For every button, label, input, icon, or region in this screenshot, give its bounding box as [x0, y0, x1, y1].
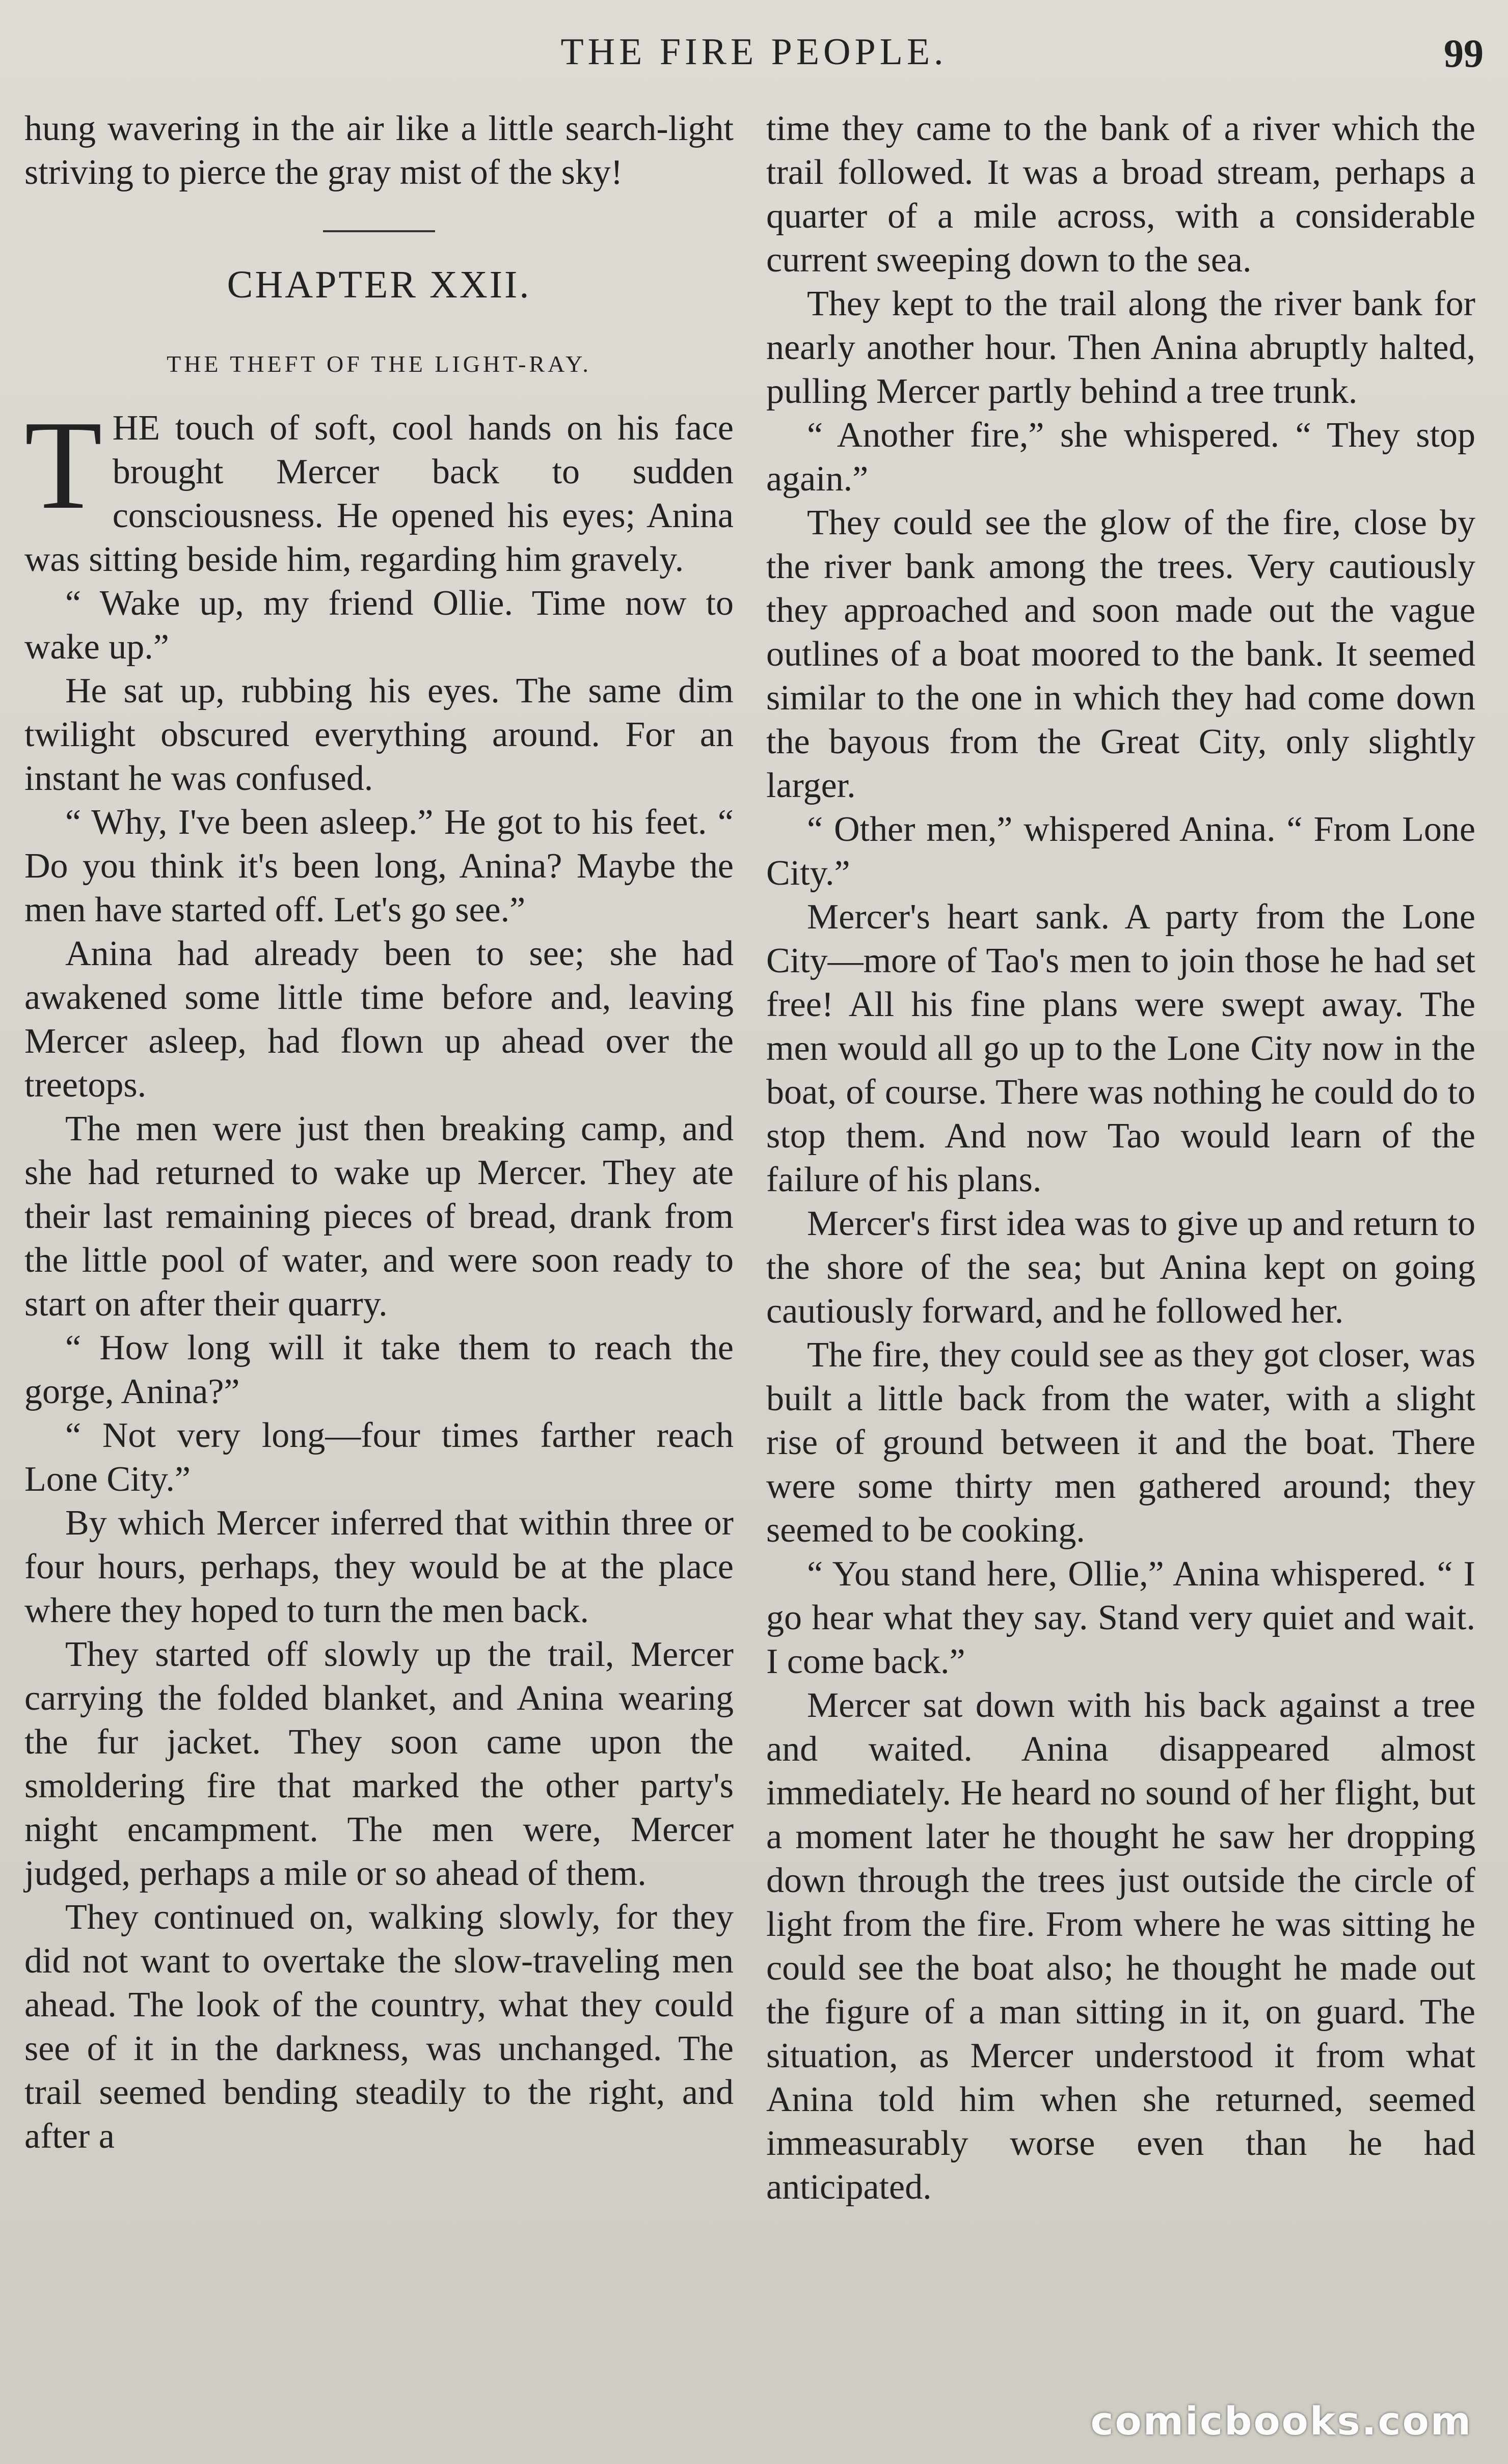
page-header: [24, 31, 1484, 87]
paragraph: “ Not very long—four times farther reach Lone City.”: [24, 1416, 734, 1499]
continued-paragraph: hung wavering in the air like a little search-light striving to pierce the gray mist of the sky!: [24, 109, 734, 192]
chapter-subtitle: THE THEFT OF THE LIGHT-RAY.: [167, 351, 591, 377]
text-columns: [24, 107, 1484, 2209]
paragraph: The men were just then breaking camp, and she had returned to wake up Mercer. They ate their last remaining pieces of bread, drank from the little pool of water, and were soon ready to start on after their quarry.: [24, 1109, 734, 1324]
site-watermark: comicbooks.com: [1090, 2398, 1472, 2444]
paragraph: They started off slowly up the trail, Mercer carrying the folded blanket, and Anina wearing the fur jacket. They soon came upon the smoldering fire that marked the other party's night encampment. The men were, Mercer judged, perhaps a mile or so ahead of them.: [24, 1635, 734, 1893]
paragraph: “ How long will it take them to reach the gorge, Anina?”: [24, 1328, 734, 1411]
left-column: [24, 107, 734, 2209]
paragraph: “ Another fire,” she whispered. “ They stop again.”: [766, 416, 1475, 499]
paragraph: time they came to the bank of a river which the trail followed. It was a broad stream, perhaps a quarter of a mile across, with a considerable current sweeping down to the sea.: [766, 109, 1475, 280]
paragraph: They continued on, walking slowly, for they did not want to overtake the slow-traveling men ahead. The look of the country, what they could see of it in the darkness, was unchanged. The trail seemed bending steadily to the right, and after a: [24, 1898, 734, 2156]
first-paragraph: [24, 395, 734, 582]
page-number: 99: [1444, 31, 1484, 75]
paragraph: “ Wake up, my friend Ollie. Time now to wake up.”: [24, 584, 734, 667]
paragraph: Mercer's heart sank. A party from the Lone City—more of Tao's men to join those he had set free! All his fine plans were swept away. The men would all go up to the Lone City now in the boat, of course. There was nothing he could do to stop them. And now Tao would learn of the failure of his plans.: [766, 897, 1475, 1199]
drop-cap: T: [24, 395, 102, 536]
paragraph: “ Why, I've been asleep.” He got to his feet. “ Do you think it's been long, Anina? Maybe the men have started off. Let's go see.”: [24, 803, 734, 929]
paragraph: They could see the glow of the fire, close by the river bank among the trees. Very cautiously they approached and soon made out the vague outlines of a boat moored to the bank. It seemed similar to the one in which they had come down the bayous from the Great City, only slightly larger.: [766, 503, 1475, 805]
paragraph: “ Other men,” whispered Anina. “ From Lone City.”: [766, 810, 1475, 893]
paragraph: “ You stand here, Ollie,” Anina whispered. “ I go hear what they say. Stand very quiet and wait. I come back.”: [766, 1554, 1475, 1681]
paragraph: Mercer sat down with his back against a tree and waited. Anina disappeared almost immediately. He heard no sound of her flight, but a moment later he thought he saw her dropping down through the trees just outside the circle of light from the fire. From where he was sitting he could see the boat also; he thought he made out the figure of a man sitting in it, on guard. The situation, as Mercer understood it from what Anina told him when she returned, seemed immeasurably worse even than he had anticipated.: [766, 1686, 1475, 2207]
section-divider: [323, 230, 435, 232]
paragraph: By which Mercer inferred that within three or four hours, perhaps, they would be at the place where they hoped to turn the men back.: [24, 1503, 734, 1630]
paragraph: Anina had already been to see; she had awakened some little time before and, leaving Mercer asleep, had flown up ahead over the treetops.: [24, 934, 734, 1105]
first-paragraph-text: HE touch of soft, cool hands on his face brought Mercer back to sudden consciousness. He opened his eyes; Anina was sitting beside him, regarding him gravely.: [24, 408, 734, 579]
running-title: THE FIRE PEOPLE.: [560, 31, 948, 73]
chapter-title: CHAPTER XXII.: [227, 263, 531, 306]
paragraph: Mercer's first idea was to give up and return to the shore of the sea; but Anina kept on going cautiously forward, and he followed her.: [766, 1204, 1475, 1331]
paragraph: He sat up, rubbing his eyes. The same dim twilight obscured everything around. For an instant he was confused.: [24, 671, 734, 798]
right-column: [766, 107, 1475, 2209]
paragraph: They kept to the trail along the river bank for nearly another hour. Then Anina abruptly halted, pulling Mercer partly behind a tree trunk.: [766, 284, 1475, 411]
paragraph: The fire, they could see as they got closer, was built a little back from the water, with a slight rise of ground between it and the boat. There were some thirty men gathered around; they seemed to be cooking.: [766, 1335, 1475, 1550]
